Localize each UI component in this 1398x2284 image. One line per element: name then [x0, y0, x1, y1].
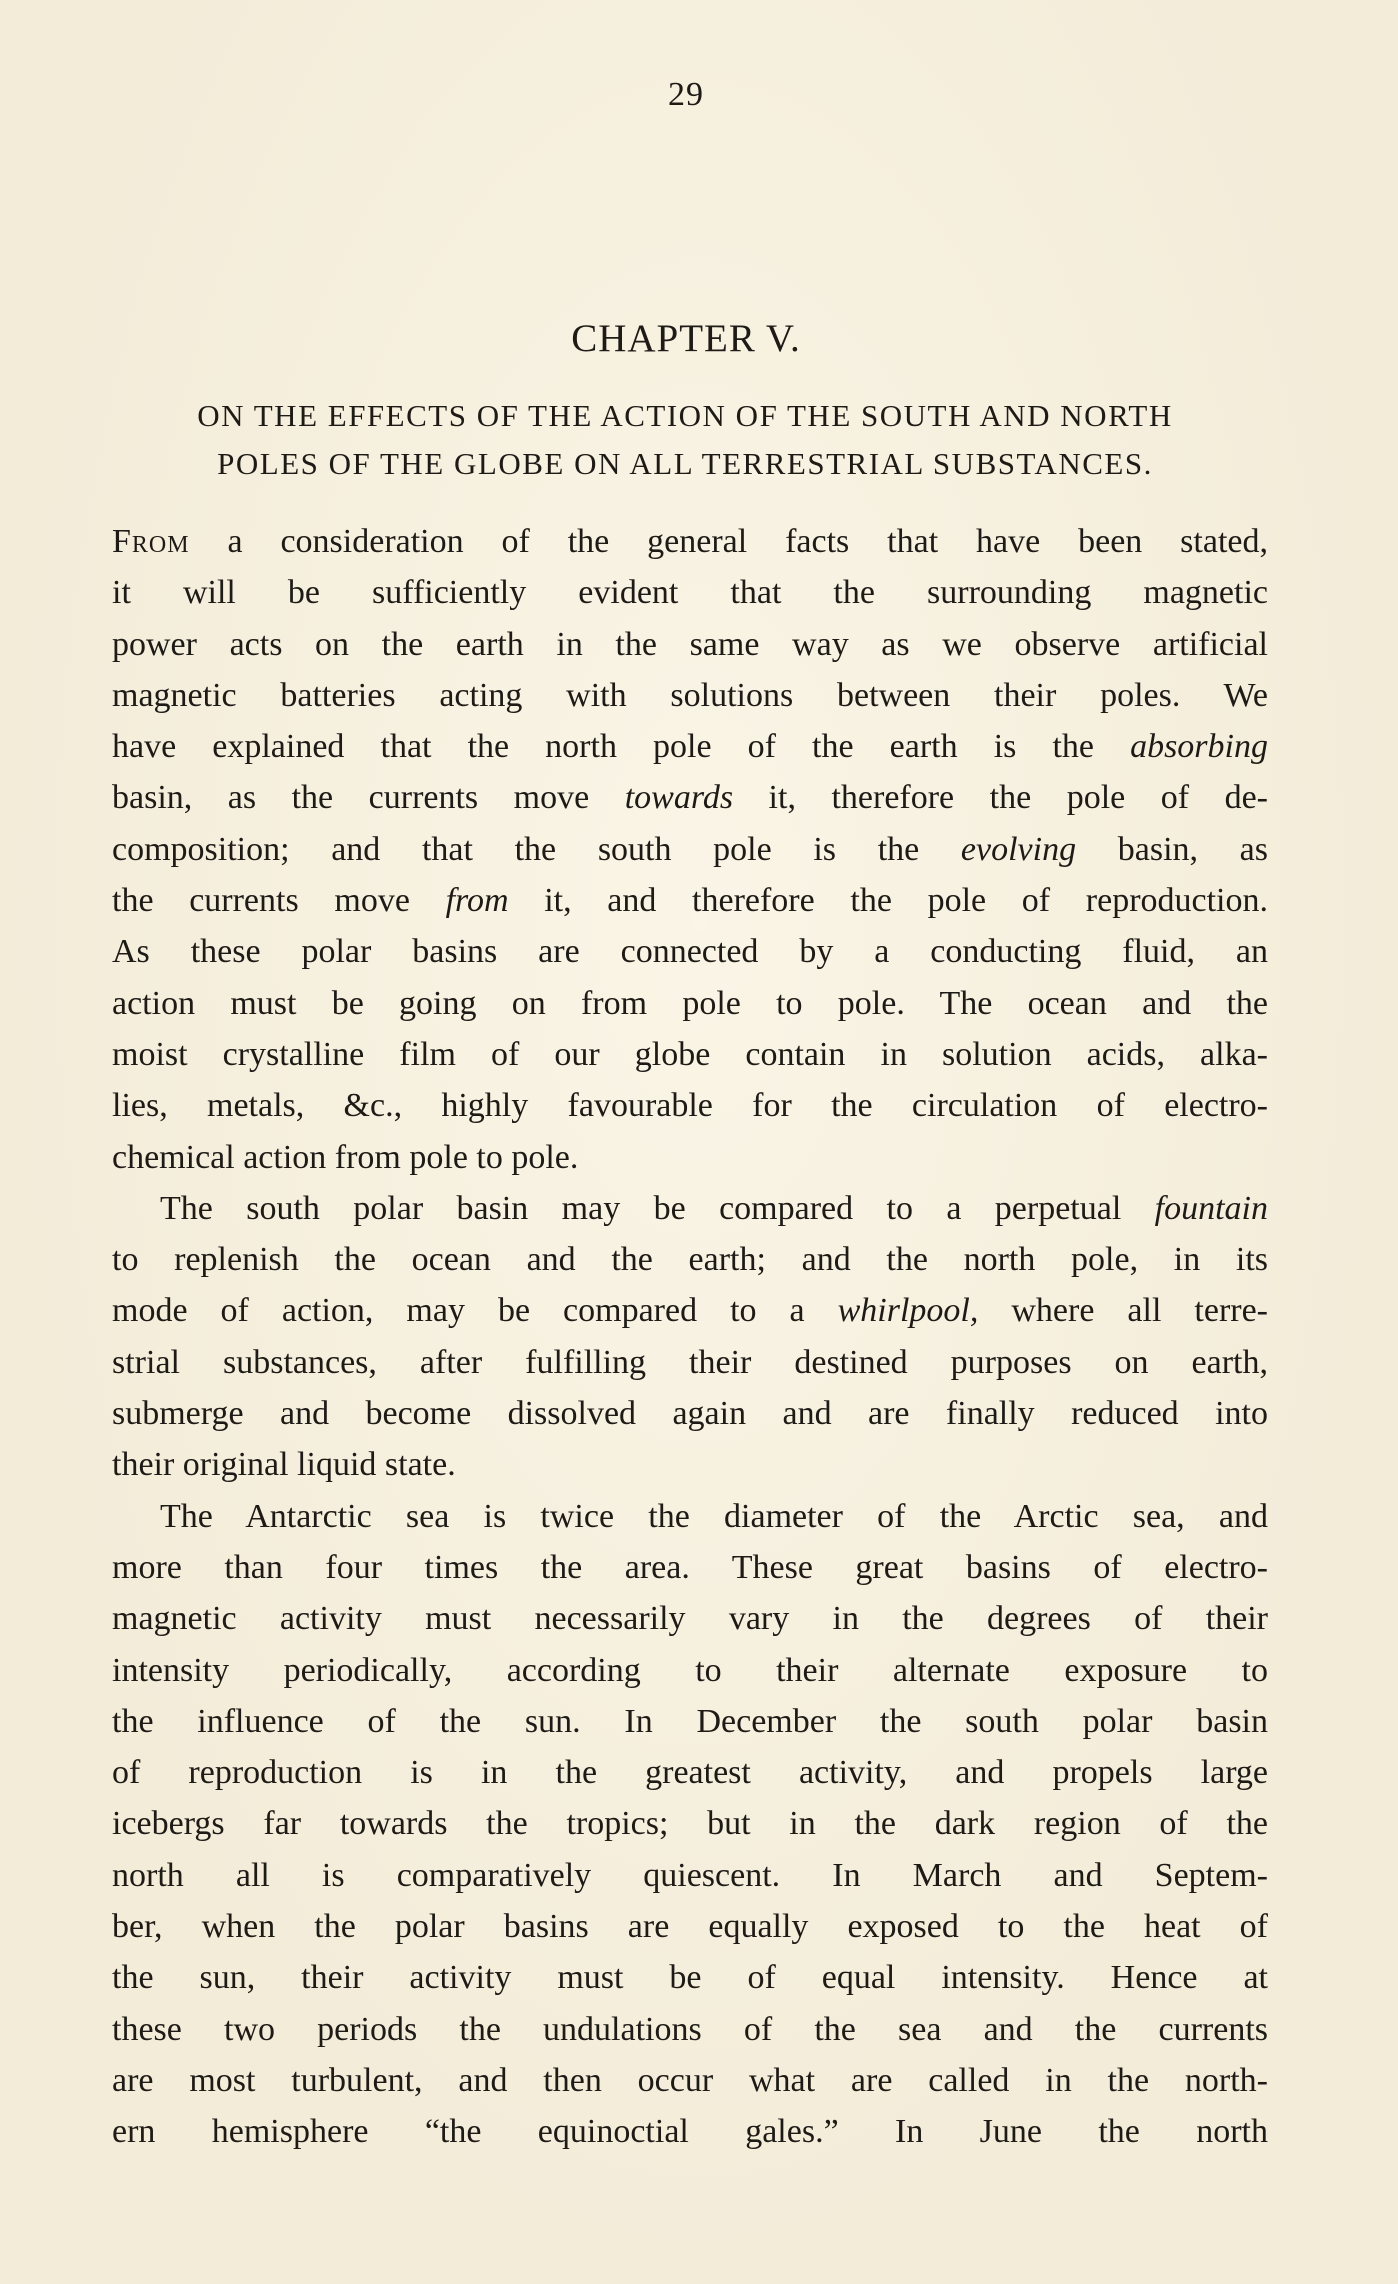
text-segment: are most turbulent, and then occur what are called in the north-: [112, 2061, 1268, 2099]
emphasis-text: from: [445, 882, 509, 920]
text-segment: lies, metals, &c., highly favourable for the circulation of electro-: [112, 1087, 1268, 1125]
text-line: [112, 1388, 1268, 1439]
text-segment: it, and therefore the pole of reproduction.: [508, 882, 1268, 920]
text-segment: ber, when the polar basins are equally exposed to the heat of: [112, 1908, 1268, 1946]
chapter-title: CHAPTER V.: [571, 317, 801, 360]
text-segment: submerge and become dissolved again and are finally reduced into: [112, 1395, 1268, 1433]
text-segment: The south polar basin may be compared to a perpetual: [160, 1189, 1155, 1227]
text-segment: these two periods the undulations of the sea and the currents: [112, 2010, 1268, 2048]
text-line: [112, 926, 1268, 977]
text-segment: ern hemisphere “the equinoctial gales.” In June the north: [112, 2113, 1268, 2151]
text-line: [112, 1132, 1268, 1183]
text-line: [112, 721, 1268, 772]
text-segment: The Antarctic sea is twice the diameter of the Arctic sea, and: [160, 1497, 1268, 1535]
text-line: [112, 1080, 1268, 1131]
text-line: [112, 1542, 1268, 1593]
text-segment: the influence of the sun. In December the south polar basin: [112, 1702, 1268, 1740]
text-segment: From: [112, 523, 190, 560]
text-segment: to replenish the ocean and the earth; and the north pole, in its: [112, 1241, 1268, 1279]
chapter-subtitle-line: ON THE EFFECTS OF THE ACTION OF THE SOUTH AND NORTH: [197, 398, 1173, 433]
emphasis-text: towards: [624, 779, 734, 817]
text-line: [112, 1593, 1268, 1644]
text-segment: more than four times the area. These great basins of electro-: [112, 1548, 1268, 1586]
text-line: [112, 1850, 1268, 1901]
text-segment: moist crystalline film of our globe contain in solution acids, alka-: [112, 1035, 1268, 1073]
text-segment: a consideration of the general facts that have been stated,: [189, 523, 1268, 560]
text-line: [112, 1491, 1268, 1542]
text-segment: magnetic activity must necessarily vary in the degrees of their: [112, 1600, 1268, 1638]
text-line: [112, 978, 1268, 1029]
text-line: [112, 1285, 1268, 1336]
text-segment: basin, as the currents move: [112, 779, 625, 817]
text-segment: the currents move: [112, 882, 446, 920]
text-line: [112, 1901, 1268, 1952]
text-line: [112, 875, 1268, 926]
text-segment: it, therefore the pole of de-: [733, 779, 1268, 817]
text-segment: have explained that the north pole of the earth is the: [112, 728, 1131, 766]
text-segment: strial substances, after fulfilling their destined purposes on earth,: [112, 1343, 1268, 1381]
text-segment: basin, as: [1076, 830, 1268, 868]
text-line: [112, 1645, 1268, 1696]
text-line: [112, 1798, 1268, 1849]
emphasis-text: fountain: [1154, 1189, 1268, 1227]
text-line: [112, 670, 1268, 721]
text-segment: magnetic batteries acting with solutions between their poles. We: [112, 676, 1268, 714]
text-segment: of reproduction is in the greatest activity, and propels large: [112, 1754, 1268, 1792]
text-segment: action must be going on from pole to pole. The ocean and the: [112, 984, 1268, 1022]
emphasis-text: evolving: [960, 830, 1077, 868]
text-line: [112, 619, 1268, 670]
text-segment: the sun, their activity must be of equal intensity. Hence at: [112, 1959, 1268, 1997]
text-line: [112, 1234, 1268, 1285]
text-line: [112, 1952, 1268, 2003]
text-line: [112, 1337, 1268, 1388]
text-line: [112, 2055, 1268, 2106]
text-segment: where all terre-: [978, 1292, 1269, 1330]
body-text: [112, 516, 1268, 2158]
text-line: [112, 516, 1268, 567]
text-segment: mode of action, may be compared to a: [112, 1292, 838, 1330]
text-segment: icebergs far towards the tropics; but in the dark region of the: [112, 1805, 1268, 1843]
chapter-subtitle-line: POLES OF THE GLOBE ON ALL TERRESTRIAL SUBSTANCES.: [217, 446, 1153, 481]
text-line: [112, 2106, 1268, 2157]
text-segment: north all is comparatively quiescent. In March and Septem-: [112, 1856, 1268, 1894]
emphasis-text: absorbing: [1130, 728, 1268, 766]
text-segment: composition; and that the south pole is the: [112, 830, 961, 868]
text-line: [112, 2004, 1268, 2055]
text-segment: power acts on the earth in the same way as we observe artificial: [112, 625, 1268, 663]
page-number: 29: [668, 76, 704, 113]
text-line: [112, 1183, 1268, 1234]
text-line: [112, 1696, 1268, 1747]
chapter-subtitle: [100, 392, 1270, 488]
text-segment: As these polar basins are connected by a conducting fluid, an: [112, 933, 1268, 971]
text-segment: intensity periodically, according to their alternate exposure to: [112, 1651, 1268, 1689]
text-segment: their original liquid state.: [112, 1446, 456, 1484]
text-line: [112, 1029, 1268, 1080]
text-line: [112, 1747, 1268, 1798]
text-segment: it will be sufficiently evident that the surrounding magnetic: [112, 574, 1268, 612]
text-line: [112, 1439, 1268, 1490]
text-segment: chemical action from pole to pole.: [112, 1138, 579, 1176]
text-line: [112, 567, 1268, 618]
emphasis-text: whirlpool,: [837, 1292, 979, 1330]
text-line: [112, 824, 1268, 875]
text-line: [112, 772, 1268, 823]
